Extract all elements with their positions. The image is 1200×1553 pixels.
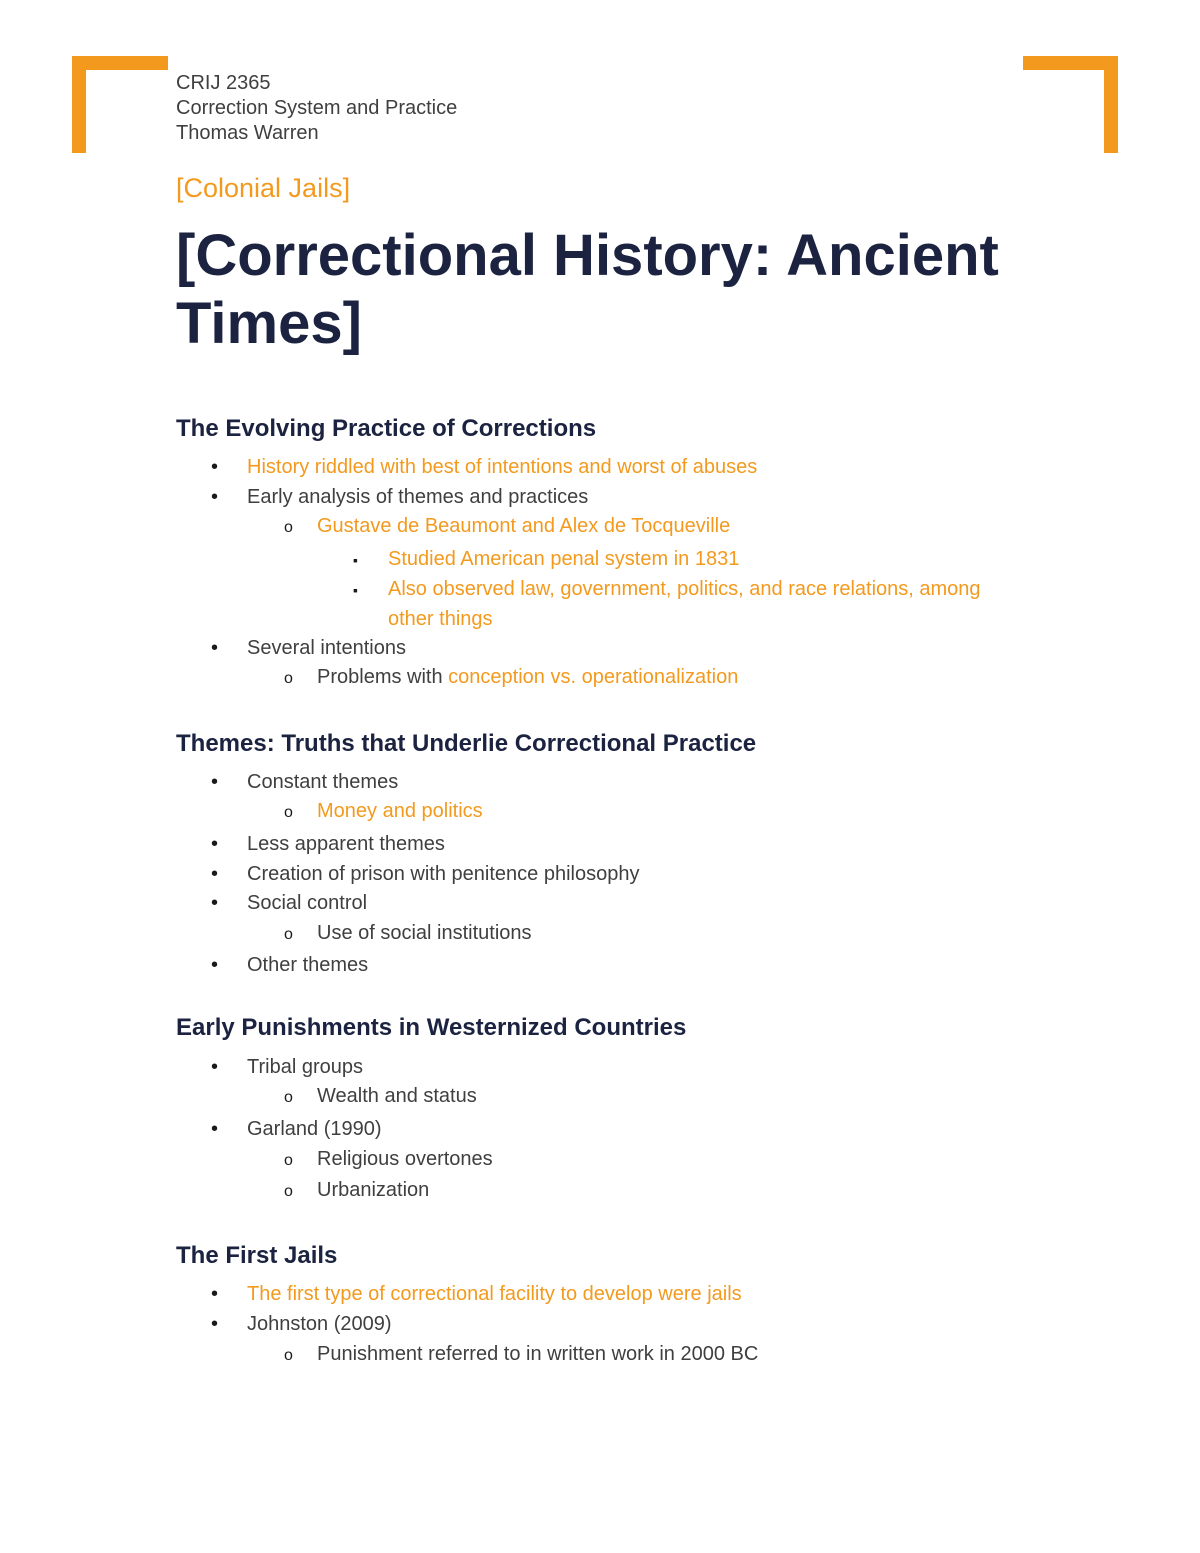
document-subtitle: [Colonial Jails] [176,173,351,203]
list-item-text: Problems with [317,666,443,688]
document-title: [Correctional History: Ancient Times] [176,223,999,356]
section-heading: The First Jails [176,1242,338,1269]
bullet-icon: • [211,1283,219,1305]
bullet-icon: • [211,1118,219,1140]
instructor-name: Thomas Warren [176,122,319,144]
highlighted-text: conception vs. operationalization [448,666,739,688]
bullet-icon: • [211,486,219,508]
list-item: Social control [247,892,368,914]
list-item: Use of social institutions [317,922,532,944]
sub-bullet-icon: o [284,1089,293,1106]
list-item: Urbanization [317,1179,430,1201]
bullet-icon: • [211,456,219,478]
section-heading: Themes: Truths that Underlie Correctional Practice [176,730,757,757]
bullet-icon: • [211,833,219,855]
list-item: Garland (1990) [247,1118,382,1140]
bullet-icon: • [211,1056,219,1078]
list-item: Tribal groups [247,1056,363,1078]
list-item: Less apparent themes [247,833,445,855]
list-item: Also observed law, government, politics, and race relations, among other things [388,578,981,630]
sub-bullet-icon: o [284,1152,293,1169]
bullet-icon: • [211,771,219,793]
sub-bullet-icon: o [284,519,293,536]
list-item: Constant themes [247,771,399,793]
sub-bullet-icon: o [284,804,293,821]
list-item: Gustave de Beaumont and Alex de Tocqueville [317,515,731,537]
list-item: Creation of prison with penitence philosophy [247,863,640,885]
corner-bracket-right [1104,56,1118,153]
square-bullet-icon: ▪ [353,552,358,568]
list-item: History riddled with best of intentions and worst of abuses [247,456,758,478]
list-item: The first type of correctional facility to develop were jails [247,1283,742,1305]
list-item: Several intentions [247,637,406,659]
corner-bracket-left-top [72,56,168,70]
corner-bracket-right-top [1023,56,1118,70]
bullet-icon: • [211,892,219,914]
bullet-icon: • [211,954,219,976]
sub-bullet-icon: o [284,926,293,943]
square-bullet-icon: ▪ [353,582,358,598]
bullet-icon: • [211,637,219,659]
sub-bullet-icon: o [284,670,293,687]
list-item: Punishment referred to in written work in 2000 BC [317,1343,759,1365]
sub-bullet-icon: o [284,1183,293,1200]
list-item: Johnston (2009) [247,1313,392,1335]
list-item: Money and politics [317,800,483,822]
section-heading: The Evolving Practice of Corrections [176,415,597,442]
list-item: Religious overtones [317,1148,493,1170]
section-heading: Early Punishments in Westernized Countries [176,1014,687,1041]
bullet-icon: • [211,863,219,885]
list-item: Early analysis of themes and practices [247,486,589,508]
list-item: Wealth and status [317,1085,477,1107]
bullet-icon: • [211,1313,219,1335]
course-name: Correction System and Practice [176,97,458,119]
corner-bracket-left [72,56,86,153]
course-code: CRIJ 2365 [176,72,271,94]
list-item: Studied American penal system in 1831 [388,548,740,570]
list-item [317,662,738,692]
course-header [176,71,457,146]
sub-bullet-icon: o [284,1347,293,1364]
list-item: Other themes [247,954,369,976]
